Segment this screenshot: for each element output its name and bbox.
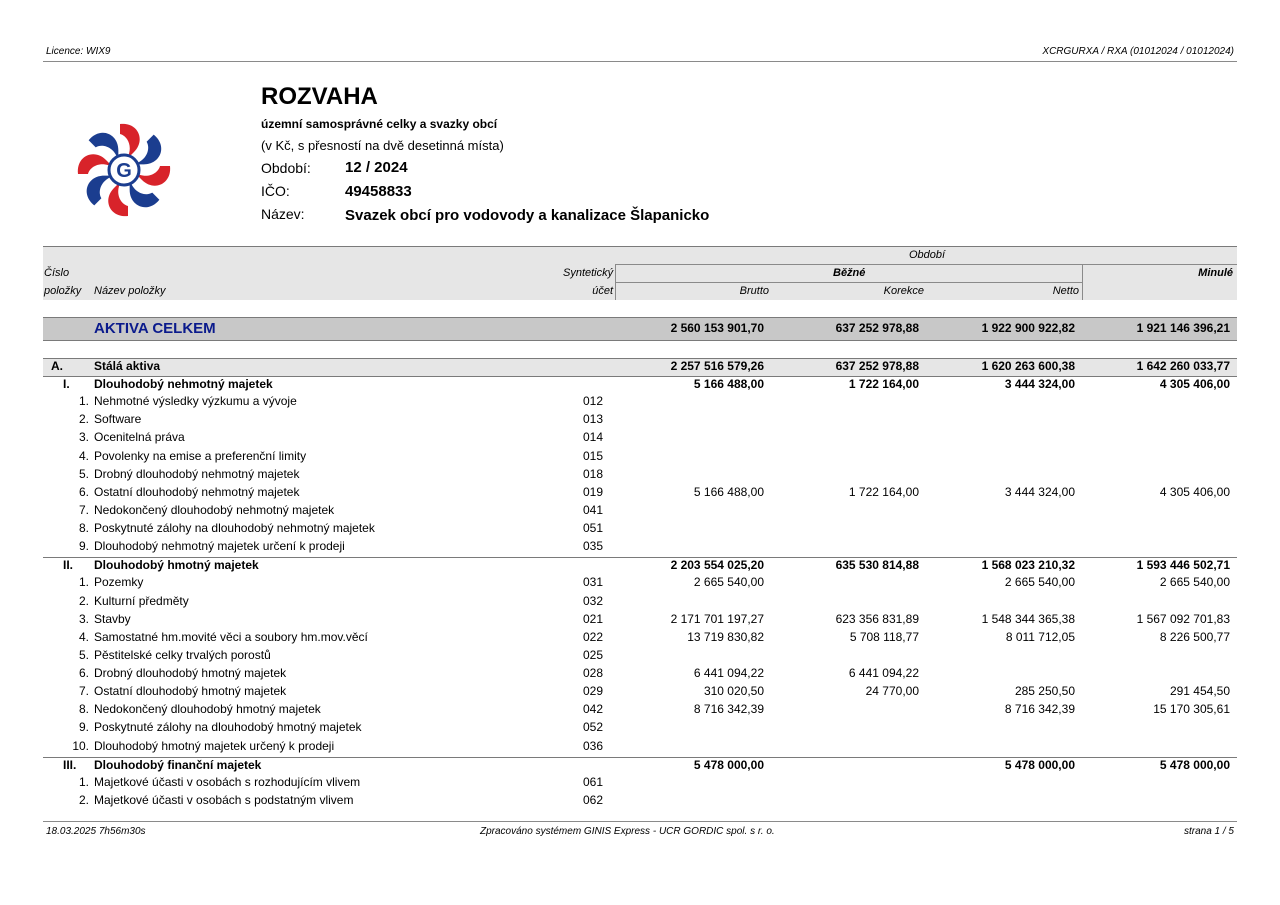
header-rule xyxy=(43,61,1237,62)
th-minule: Minulé xyxy=(1198,267,1233,279)
row-netto: 1 568 023 210,32 xyxy=(981,558,1075,573)
row-number: 1. xyxy=(78,774,89,789)
row-minule: 8 226 500,77 xyxy=(1159,629,1230,644)
row-number: 1. xyxy=(78,394,89,409)
row-account: 025 xyxy=(583,647,604,662)
row-name: Drobný dlouhodobý hmotný majetek xyxy=(94,666,287,681)
row-brutto: 5 166 488,00 xyxy=(693,484,764,499)
row-minule: 4 305 406,00 xyxy=(1159,377,1230,392)
row-name: Stavby xyxy=(94,611,131,626)
row-name: Pozemky xyxy=(94,575,144,590)
row-number: A. xyxy=(51,359,63,373)
row-netto: 285 250,50 xyxy=(1014,684,1075,699)
period-value: 12 / 2024 xyxy=(345,159,408,176)
th-nazev: Název položky xyxy=(94,285,166,297)
table-row xyxy=(43,648,1237,666)
row-name: Dlouhodobý hmotný majetek xyxy=(94,558,259,573)
row-netto: 8 716 342,39 xyxy=(1004,702,1075,717)
table-row xyxy=(43,757,1237,776)
row-account: 031 xyxy=(583,575,604,590)
period-label: Období: xyxy=(261,160,311,176)
svg-text:G: G xyxy=(116,160,132,182)
row-brutto: 2 171 701 197,27 xyxy=(670,611,764,626)
row-name: Ocenitelná práva xyxy=(94,430,185,445)
gordic-logo-icon xyxy=(72,118,176,222)
row-number: 7. xyxy=(78,684,89,699)
th-cislo: Číslo xyxy=(44,267,70,279)
entity-name: Svazek obcí pro vodovody a kanalizace Šlapanicko xyxy=(345,207,710,224)
table-row xyxy=(43,430,1237,448)
row-account: 012 xyxy=(583,394,604,409)
row-account: 028 xyxy=(583,666,604,681)
ico-value: 49458833 xyxy=(345,183,412,200)
row-netto: 1 620 263 600,38 xyxy=(981,359,1075,373)
row-account: 021 xyxy=(583,611,604,626)
table-row xyxy=(43,793,1237,811)
row-name: Dlouhodobý nehmotný majetek xyxy=(94,377,273,392)
th-netto: Netto xyxy=(1052,285,1079,297)
row-name: Nehmotné výsledky výzkumu a vývoje xyxy=(94,394,297,409)
table-row xyxy=(43,594,1237,612)
row-account: 015 xyxy=(583,448,604,463)
row-account: 062 xyxy=(583,792,604,807)
row-number: 2. xyxy=(78,412,89,427)
table-row xyxy=(43,630,1237,648)
table-header xyxy=(43,246,1237,300)
row-number: 4. xyxy=(78,629,89,644)
row-number: 5. xyxy=(78,647,89,662)
row-minule: 2 665 540,00 xyxy=(1159,575,1230,590)
row-netto: 8 011 712,05 xyxy=(1005,629,1075,644)
row-name: Stálá aktiva xyxy=(94,359,161,373)
row-account: 014 xyxy=(583,430,604,445)
total-minule: 1 921 146 396,21 xyxy=(1136,321,1230,335)
row-number: 6. xyxy=(78,666,89,681)
total-netto: 1 922 900 922,82 xyxy=(981,321,1075,335)
th-synteticky: Syntetický xyxy=(563,267,614,279)
row-korekce: 24 770,00 xyxy=(865,684,919,699)
row-number: 3. xyxy=(78,611,89,626)
row-number: 9. xyxy=(78,539,89,554)
ico-label: IČO: xyxy=(261,183,290,199)
table-row xyxy=(43,739,1237,757)
row-account: 036 xyxy=(583,738,604,753)
row-name: Dlouhodobý finanční majetek xyxy=(94,757,262,772)
table-row xyxy=(43,539,1237,557)
row-netto: 3 444 324,00 xyxy=(1004,377,1075,392)
row-name: Ostatní dlouhodobý nehmotný majetek xyxy=(94,484,300,499)
row-account: 042 xyxy=(583,702,604,717)
total-korekce: 637 252 978,88 xyxy=(835,321,919,335)
row-brutto: 5 166 488,00 xyxy=(693,377,764,392)
row-name: Nedokončený dlouhodobý hmotný majetek xyxy=(94,702,321,717)
total-label: AKTIVA CELKEM xyxy=(94,320,216,337)
row-brutto: 310 020,50 xyxy=(703,684,764,699)
row-account: 051 xyxy=(583,521,604,536)
th-ucet: účet xyxy=(592,285,613,297)
row-minule: 291 454,50 xyxy=(1169,684,1230,699)
row-number: 10. xyxy=(72,738,89,753)
row-name: Samostatné hm.movité věci a soubory hm.mov.věcí xyxy=(94,629,368,644)
table-row xyxy=(43,775,1237,793)
table-row xyxy=(43,485,1237,503)
report-units: (v Kč, s přesností na dvě desetinná místa) xyxy=(261,138,504,153)
total-row xyxy=(43,317,1237,341)
total-brutto: 2 560 153 901,70 xyxy=(670,321,764,335)
table-row xyxy=(43,449,1237,467)
row-netto: 2 665 540,00 xyxy=(1004,575,1075,590)
table-row xyxy=(43,503,1237,521)
row-korekce: 635 530 814,88 xyxy=(835,558,919,573)
report-code: XCRGURXA / RXA (01012024 / 01012024) xyxy=(1042,46,1234,57)
row-minule: 15 170 305,61 xyxy=(1153,702,1230,717)
report-title: ROZVAHA xyxy=(261,83,378,110)
licence-label: Licence: WIX9 xyxy=(46,46,111,57)
footer-rule xyxy=(43,821,1237,822)
footer-page: strana 1 / 5 xyxy=(1183,826,1234,837)
row-account: 022 xyxy=(583,629,604,644)
row-account: 052 xyxy=(583,720,604,735)
row-number: 8. xyxy=(78,521,89,536)
row-korekce: 5 708 118,77 xyxy=(849,629,919,644)
table-row xyxy=(43,720,1237,738)
table-row xyxy=(43,702,1237,720)
row-number: 9. xyxy=(78,720,89,735)
table-row xyxy=(43,557,1237,576)
row-number: 2. xyxy=(78,593,89,608)
row-name: Povolenky na emise a preferenční limity xyxy=(94,448,307,463)
row-netto: 5 478 000,00 xyxy=(1004,757,1075,772)
row-account: 032 xyxy=(583,593,604,608)
row-name: Drobný dlouhodobý nehmotný majetek xyxy=(94,466,300,481)
table-row xyxy=(43,666,1237,684)
row-name: Poskytnuté zálohy na dlouhodobý hmotný majetek xyxy=(94,720,362,735)
row-netto: 1 548 344 365,38 xyxy=(981,611,1075,626)
row-account: 018 xyxy=(583,466,604,481)
th-korekce: Korekce xyxy=(883,285,924,297)
row-number: 5. xyxy=(78,466,89,481)
footer-system: Zpracováno systémem GINIS Express - UCR GORDIC spol. s r. o. xyxy=(480,826,775,837)
row-number: 1. xyxy=(78,575,89,590)
row-brutto: 5 478 000,00 xyxy=(693,757,764,772)
row-number: 2. xyxy=(78,792,89,807)
table-row xyxy=(43,684,1237,702)
row-name: Kulturní předměty xyxy=(94,593,189,608)
row-number: 4. xyxy=(78,448,89,463)
row-account: 013 xyxy=(583,412,604,427)
row-minule: 1 593 446 502,71 xyxy=(1136,558,1230,573)
row-brutto: 13 719 830,82 xyxy=(687,629,764,644)
row-number: 8. xyxy=(78,702,89,717)
table-row xyxy=(43,467,1237,485)
row-brutto: 6 441 094,22 xyxy=(693,666,764,681)
row-korekce: 6 441 094,22 xyxy=(848,666,919,681)
row-name: Majetkové účasti v osobách s podstatným vlivem xyxy=(94,792,354,807)
row-account: 029 xyxy=(583,684,604,699)
row-name: Majetkové účasti v osobách s rozhodujícím vlivem xyxy=(94,774,361,789)
report-subtitle: územní samosprávné celky a svazky obcí xyxy=(261,117,498,131)
row-name: Dlouhodobý hmotný majetek určený k prodeji xyxy=(94,738,335,753)
row-number: III. xyxy=(63,757,77,772)
row-brutto: 8 716 342,39 xyxy=(693,702,764,717)
table-row xyxy=(43,412,1237,430)
row-name: Nedokončený dlouhodobý nehmotný majetek xyxy=(94,502,335,517)
row-brutto: 2 203 554 025,20 xyxy=(670,558,764,573)
row-korekce: 1 722 164,00 xyxy=(848,484,919,499)
row-number: 6. xyxy=(78,484,89,499)
row-korekce: 1 722 164,00 xyxy=(848,377,919,392)
th-polozky: položky xyxy=(44,285,82,297)
table-row xyxy=(43,612,1237,630)
th-brutto: Brutto xyxy=(739,285,769,297)
row-account: 019 xyxy=(583,484,604,499)
row-account: 061 xyxy=(583,774,604,789)
row-minule: 1 642 260 033,77 xyxy=(1136,359,1230,373)
table-row xyxy=(43,575,1237,593)
row-netto: 3 444 324,00 xyxy=(1004,484,1075,499)
row-number: II. xyxy=(63,558,74,573)
row-minule: 1 567 092 701,83 xyxy=(1136,611,1230,626)
table-row xyxy=(43,358,1237,377)
row-number: 3. xyxy=(78,430,89,445)
footer-timestamp: 18.03.2025 7h56m30s xyxy=(46,826,146,837)
table-row xyxy=(43,521,1237,539)
row-brutto: 2 257 516 579,26 xyxy=(670,359,764,373)
th-bezne: Běžné xyxy=(833,267,866,279)
row-name: Dlouhodobý nehmotný majetek určení k prodeji xyxy=(94,539,345,554)
row-account: 035 xyxy=(583,539,604,554)
row-brutto: 2 665 540,00 xyxy=(693,575,764,590)
row-number: 7. xyxy=(78,502,89,517)
table-row xyxy=(43,394,1237,412)
row-korekce: 623 356 831,89 xyxy=(835,611,919,626)
row-name: Software xyxy=(94,412,142,427)
table-row xyxy=(43,376,1237,395)
row-name: Pěstitelské celky trvalých porostů xyxy=(94,647,271,662)
row-minule: 5 478 000,00 xyxy=(1159,757,1230,772)
th-obdobi: Období xyxy=(909,249,946,261)
name-label: Název: xyxy=(261,206,305,222)
row-account: 041 xyxy=(583,502,604,517)
row-korekce: 637 252 978,88 xyxy=(835,359,919,373)
row-number: I. xyxy=(63,377,70,392)
row-name: Ostatní dlouhodobý hmotný majetek xyxy=(94,684,287,699)
row-name: Poskytnuté zálohy na dlouhodobý nehmotný majetek xyxy=(94,521,375,536)
row-minule: 4 305 406,00 xyxy=(1159,484,1230,499)
